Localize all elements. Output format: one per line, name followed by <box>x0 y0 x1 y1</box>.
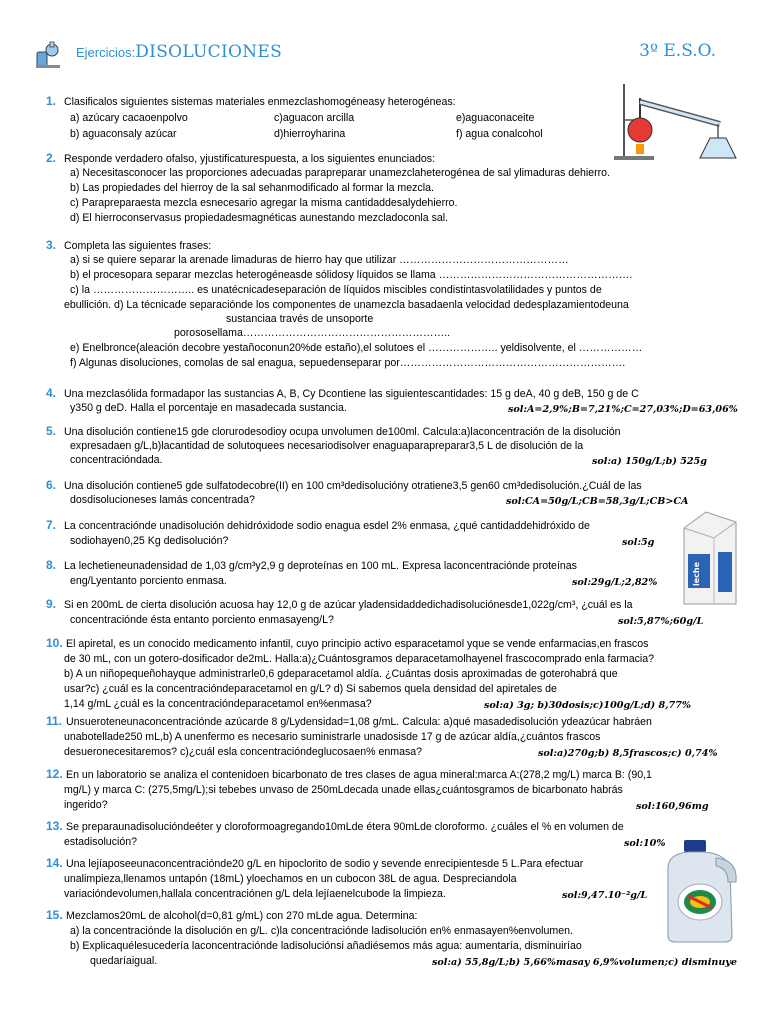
exercise-option: c)aguacon arcilla <box>274 112 355 124</box>
exercise-text: ingerido? <box>64 799 108 811</box>
exercise-text: Completa las siguientes frases: <box>64 240 212 252</box>
exercise-option: f) agua conalcohol <box>456 128 543 140</box>
exercise-solution: sol:a) 150g/L;b) 525g <box>592 456 707 467</box>
title-prefix: Ejercicios: <box>76 45 136 60</box>
exercise-text: Responde verdadero ofalso, yjustificaturespuesta, a los siguientes enunciados: <box>64 153 436 165</box>
exercise-text: eng/Lyentanto porciento enmasa. <box>70 575 227 587</box>
exercise-text: En un laboratorio se analiza el contenidoen bicarbonato de tres clases de agua mineral:marca A:(278,2 mg/L) marca B: (90,1 <box>66 769 652 781</box>
exercise-number: 13. <box>46 819 63 833</box>
exercise-option: b) aguaconsaly azúcar <box>70 128 177 140</box>
exercise-solution: sol:a)270g;b) 8,5frascos;c) 0,74% <box>538 748 718 759</box>
exercise-option: ebullición. d) La técnicade separaciónde los componentes de unamezcla basadaenla velocidad dedesplazamientodeuna <box>64 299 629 311</box>
exercise-text: Una disolución contiene5 gde sulfatodecobre(II) en 100 cm³dedisolucióny otratiene3,5 gen60 cm³dedisolución.¿Cuál de las <box>64 480 642 492</box>
bleach-bottle-icon <box>658 838 746 944</box>
exercise-solution: sol:10% <box>624 838 666 849</box>
exercise-solution: sol:a) 3g; b)30dosis;c)100g/L;d) 8,77% <box>484 700 692 711</box>
lab-icon <box>34 40 64 70</box>
exercise-solution: sol:5,87%;60g/L <box>618 616 704 627</box>
exercise-option: sustanciaa través de unsoporte <box>226 313 374 325</box>
exercise-solution: sol:9,47.10⁻²g/L <box>562 890 648 901</box>
exercise-option: b) Las propiedades del hierroy de la sal sehanmodificado al formar la mezcla. <box>70 182 434 194</box>
exercise-text: Una disolución contiene15 gde clorurodesodioy ocupa unvolumen de100ml. Calcula:a)laconcentración de la disolución <box>64 426 621 438</box>
exercise-text: Mezclamos20mL de alcohol(d=0,81 g/mL) con 270 mLde agua. Determina: <box>66 910 418 922</box>
exercise-option: b) el procesopara separar mezclas heterogéneasde sólidosy líquidos se llama ………………………………………………. <box>70 269 633 281</box>
exercise-number: 10. <box>46 636 63 650</box>
exercise-solution: sol:A=2,9%;B=7,21%;C=27,03%;D=63,06% <box>508 404 738 415</box>
exercise-text: La lechetieneunadensidad de 1,03 g/cm³y2,9 g deproteínas en 100 mL. Expresa laconcentraciónde proteínas <box>64 560 577 572</box>
exercise-text: expresadaen g/L,b)lacantidad de solutoquees necesariodisolver enaguaparapreparar3,5 L de disolución de la <box>70 440 584 452</box>
exercise-text: concentracióndada. <box>70 454 163 466</box>
exercise-text: estadisolución? <box>64 836 138 848</box>
exercise-text: Una lejíaposeeunaconcentraciónde20 g/L en hipoclorito de sodio y sevende enrecipientesde 5 L.Para efectuar <box>66 858 584 870</box>
exercise-text: Una mezclasólida formadapor las sustancias A, B, Cy Dcontiene las siguientescantidades: 15 g deA, 40 g deB, 150 g de C <box>64 388 639 400</box>
exercise-option: e)aguaconaceite <box>456 112 535 124</box>
grade-label: 3º E.S.O. <box>639 41 716 61</box>
exercise-number: 14. <box>46 856 63 870</box>
exercise-option: a) Necesitasconocer las proporciones adecuadas parapreparar unamezclaheterogénea de sal ylimaduras dehierro. <box>70 167 611 179</box>
distillation-apparatus-icon <box>610 80 750 162</box>
exercise-number: 4. <box>46 386 57 400</box>
exercise-option: d) El hierroconservasus propiedadesmagnéticas aunestando mezcladoconla sal. <box>70 212 449 224</box>
exercise-option: a) si se quiere separar la arenade limaduras de hierro hay que utilizar ………………………………………… <box>70 254 569 266</box>
exercise-number: 11. <box>46 714 63 728</box>
exercise-text: La concentraciónde unadisolución dehidróxidode sodio enagua esdel 2% enmasa, ¿qué cantidaddehidróxido de <box>64 520 590 532</box>
exercise-text: b) A un niñopequeñohayque administrarle0,6 gdeparacetamol aldía. ¿Cuántas dosis aproximadas de goterohabrá que <box>64 668 618 680</box>
page-title <box>76 42 282 62</box>
exercise-option: quedaríaigual. <box>90 955 158 967</box>
exercise-text: mg/L) y marca C: (275,5mg/L);si tebebes unvaso de 250mLdecada unade ellas¿cuántosgramos de bicarbonato habrás <box>64 784 623 796</box>
exercise-number: 2. <box>46 151 57 165</box>
exercise-text: El apiretal, es un conocido medicamento infantil, cuyo principio activo esparacetamol yque se vende enfarmacias,en frascos <box>66 638 649 650</box>
exercise-text: Si en 200mL de cierta disolución acuosa hay 12,0 g de azúcar yladensidaddedichadisoluciónesde1,022g/cm³, ¿cuál es la <box>64 599 633 611</box>
exercise-option: c) Parapreparaesta mezcla esnecesario agregar la misma cantidaddesalydehierro. <box>70 197 458 209</box>
exercise-option: e) Enelbronce(aleación decobre yestañoconun20%de estaño),el solutoes el ……………….. yeldisolvente, el ……………… <box>70 342 643 354</box>
milk-label: leche <box>692 561 701 587</box>
page-header <box>0 0 768 80</box>
exercise-solution: sol:CA=50g/L;CB=58,3g/L;CB>CA <box>506 496 689 507</box>
exercise-number: 8. <box>46 558 57 572</box>
exercise-number: 1. <box>46 94 57 108</box>
exercise-text: 1,14 g/mL ¿cuál es la concentracióndeparacetamol en%enmasa? <box>64 698 372 710</box>
exercise-option: d)hierroyharina <box>274 128 346 140</box>
exercise-number: 6. <box>46 478 57 492</box>
exercise-text: sodiohayen0,25 Kg dedisolución? <box>70 535 229 547</box>
exercise-option: a) la concentraciónde la disolución en g/L. c)la concentraciónde ladisolución en% enmasayen%envolumen. <box>70 925 573 937</box>
exercise-text: unabotellade250 mL,b) A unenfermo es necesario suministrarle unadosisde 17 g de azúcar aldía,¿cuántos frascos <box>64 731 601 743</box>
exercise-text: y350 g deD. Halla el porcentaje en masadecada sustancia. <box>70 402 347 414</box>
exercise-solution: sol:5g <box>622 537 655 548</box>
exercise-solution: sol:29g/L;2,82% <box>572 577 658 588</box>
exercise-option: a) azúcary cacaoenpolvo <box>70 112 188 124</box>
exercise-solution: sol:160,96mg <box>636 801 709 812</box>
exercise-text: unalimpieza,llenamos untapón (18mL) yloechamos en un cubocon 38L de agua. Despreciandola <box>64 873 517 885</box>
exercise-option: porososellama………………………………………………….. <box>174 327 451 339</box>
exercise-option: c) la ……………………….. es unatécnicadeseparación de líquidos miscibles condistintasvolatilidades y puntos de <box>70 284 602 296</box>
exercise-option: b) Explicaquélesucedería laconcentraciónde ladisoluciónsi añadiésemos más agua: aumentaría, disminuiríao <box>70 940 582 952</box>
exercise-option: f) Algunas disoluciones, comolas de sal enagua, sepuedenseparar por………………………………………………………. <box>70 357 626 369</box>
exercise-text: de 30 mL, con un gotero-dosificador de2mL. Halla:a)¿Cuántosgramos deparacetamolhayenel frascocomprado enla farmacia? <box>64 653 655 665</box>
exercise-solution: sol:a) 55,8g/L;b) 5,66%masay 6,9%volumen;c) disminuye <box>432 957 737 968</box>
milk-carton-icon <box>676 508 742 608</box>
exercise-text: usar?c) ¿cuál es la concentracióndeparacetamol en g/L? d) Si sabemos quela densidad del apiretales de <box>64 683 557 695</box>
exercise-number: 7. <box>46 518 57 532</box>
exercise-text: Clasificalos siguientes sistemas materiales enmezclashomogéneasy heterogéneas: <box>64 96 456 108</box>
exercise-number: 9. <box>46 597 57 611</box>
exercise-text: concentraciónde ésta entanto porciento enmasayeng/L? <box>70 614 334 626</box>
exercise-text: Se preparaunadisolucióndeéter y cloroformoagregando10mLde étera 90mLde cloroformo. ¿cuáles el % en volumen de <box>66 821 624 833</box>
exercise-number: 3. <box>46 238 57 252</box>
exercise-text: Unsueroteneunaconcentraciónde azúcarde 8 g/Lydensidad=1,08 g/mL. Calcula: a)qué masadedisolución ydeazúcar habráen <box>66 716 652 728</box>
exercise-number: 5. <box>46 424 57 438</box>
exercise-number: 12. <box>46 767 63 781</box>
exercise-number: 15. <box>46 908 63 922</box>
exercise-text: dosdisolucioneses lamás concentrada? <box>70 494 255 506</box>
exercise-text: variacióndevolumen,hallala concentraciónen g/L dela lejíaenelcubode la limpieza. <box>64 888 446 900</box>
exercise-text: desueronecesitaremos? c)¿cuál esla concentracióndeglucosaen% enmasa? <box>64 746 423 758</box>
title-main: DISOLUCIONES <box>135 42 283 62</box>
